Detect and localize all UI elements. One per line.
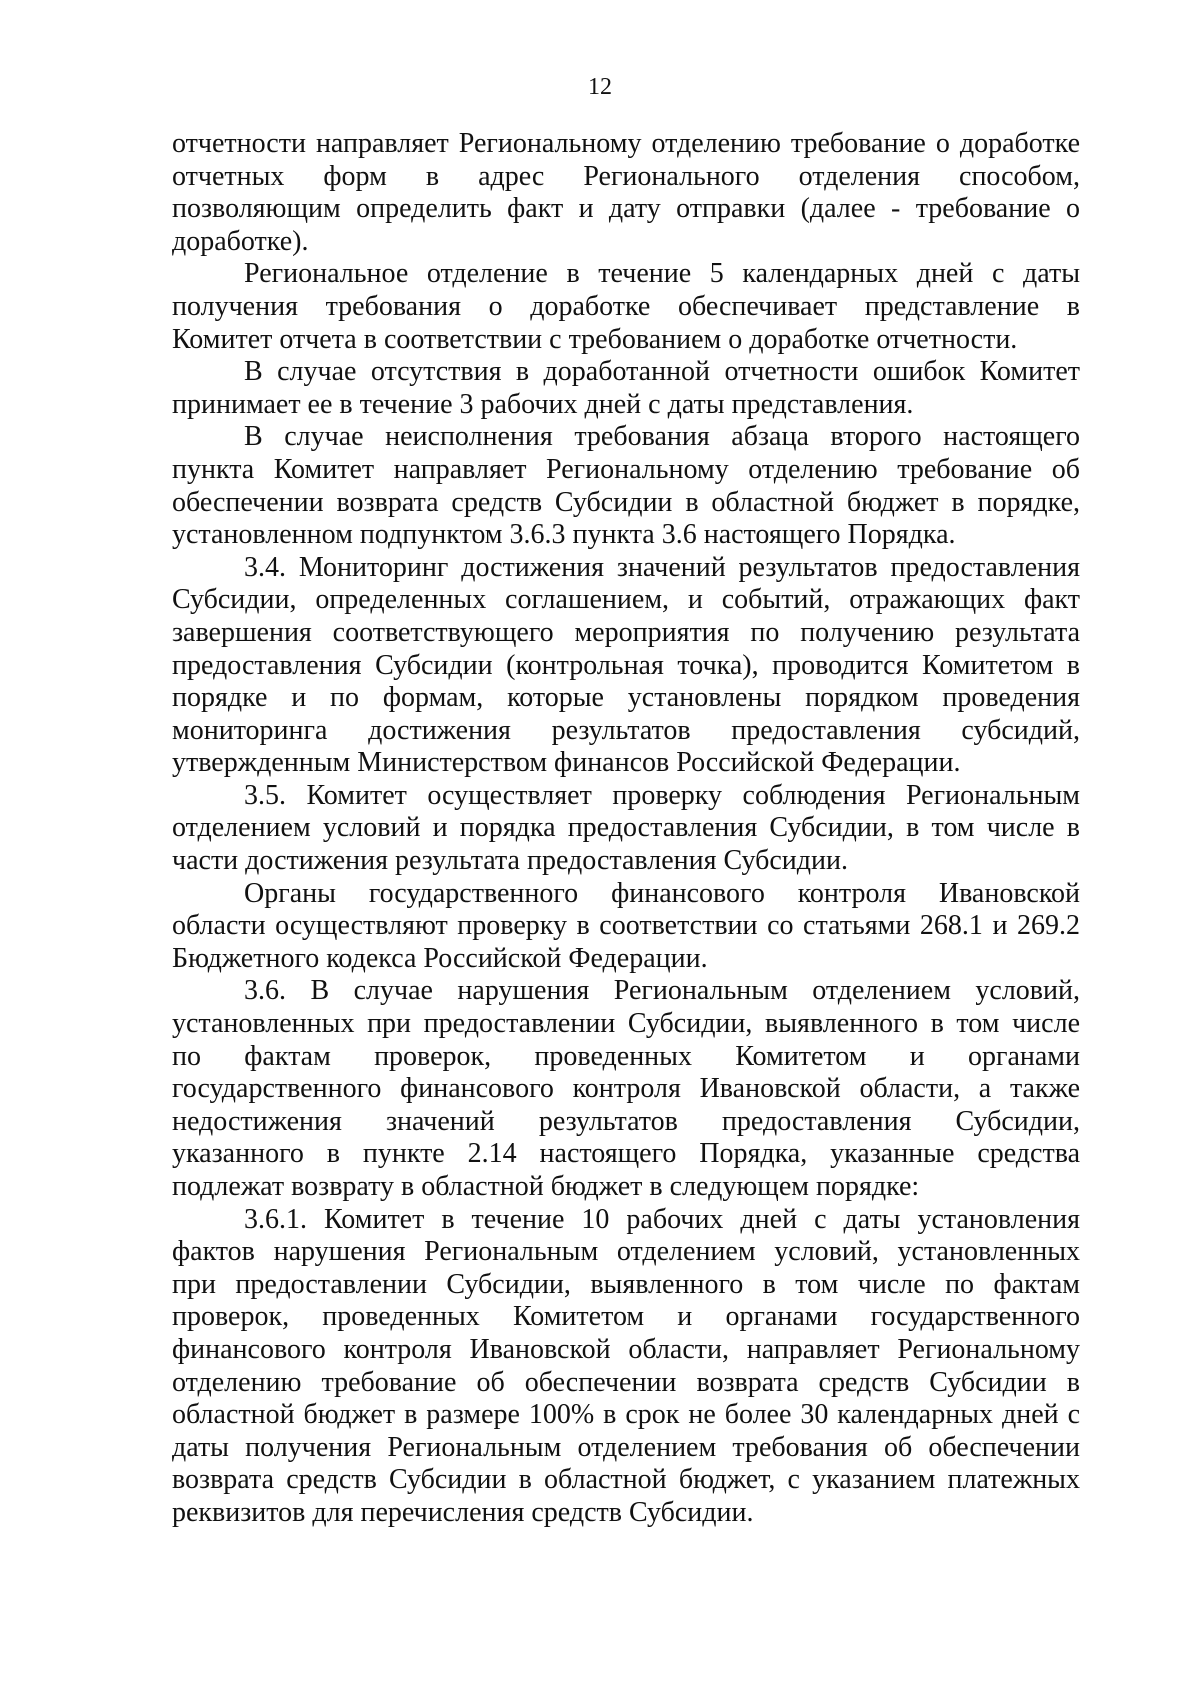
text-line: отчетности направляет Региональному отделению требование о доработке xyxy=(172,128,1080,159)
paragraph xyxy=(172,878,1080,976)
text-line: порядке и по формам, которые установлены порядком проведения xyxy=(172,682,1080,714)
text-line: позволяющим определить факт и дату отправки (далее - требование о xyxy=(172,193,1080,225)
paragraph xyxy=(172,128,1080,258)
text-line: финансового контроля Ивановской области, направляет Региональному xyxy=(172,1333,1080,1365)
text-line: Субсидии, определенных соглашением, и событий, отражающих факт xyxy=(172,584,1080,616)
text-line: фактов нарушения Региональным отделением условий, установленных xyxy=(172,1236,1080,1268)
text-line: подлежат возврату в областной бюджет в следующем порядке: xyxy=(172,1171,920,1202)
text-line: областной бюджет в размере 100% в срок не более 30 календарных дней с xyxy=(172,1399,1080,1431)
text-line: 3.4. Мониторинг достижения значений результатов предоставления xyxy=(244,551,1080,583)
text-line: мониторинга достижения результатов предоставления субсидий, xyxy=(172,714,1080,746)
text-line: утвержденным Министерством финансов Российской Федерации. xyxy=(172,747,961,779)
text-line: В случае неисполнения требования абзаца второго настоящего xyxy=(244,421,1080,453)
paragraph xyxy=(172,421,1080,551)
text-line: В случае отсутствия в доработанной отчетности ошибок Комитет xyxy=(244,356,1080,388)
text-line: 3.5. Комитет осуществляет проверку соблюдения Региональным xyxy=(244,779,1080,811)
text-line: Бюджетного кодекса Российской Федерации. xyxy=(172,942,708,974)
text-line: возврата средств Субсидии в областной бюджет, с указанием платежных xyxy=(172,1464,1080,1496)
text-line: при предоставлении Субсидии, выявленного в том числе по фактам xyxy=(172,1268,1080,1300)
text-line: недостижения значений результатов предоставления Субсидии, xyxy=(172,1105,1080,1137)
text-line: отделению требование об обеспечении возврата средств Субсидии в xyxy=(172,1366,1080,1398)
text-line: обеспечении возврата средств Субсидии в областной бюджет в порядке, xyxy=(172,486,1080,518)
paragraph xyxy=(172,552,1080,780)
text-line: части достижения результата предоставления Субсидии. xyxy=(172,845,848,877)
text-line: Органы государственного финансового контроля Ивановской xyxy=(244,877,1080,909)
text-line: установленном подпунктом 3.6.3 пункта 3.6 настоящего Порядка. xyxy=(172,519,956,551)
text-line: отчетных форм в адрес Регионального отделения способом, xyxy=(172,160,1080,192)
text-line: области осуществляют проверку в соответствии со статьями 268.1 и 269.2 xyxy=(172,910,1080,942)
document-body xyxy=(172,128,1080,1530)
text-line: Региональное отделение в течение 5 календарных дней с даты xyxy=(244,258,1080,290)
text-line: предоставления Субсидии (контрольная точка), проводится Комитетом в xyxy=(172,649,1080,681)
text-line: принимает ее в течение 3 рабочих дней с даты представления. xyxy=(172,388,914,420)
text-line: пункта Комитет направляет Региональному отделению требование об xyxy=(172,453,1080,485)
text-line: завершения соответствующего мероприятия по получению результата xyxy=(172,616,1080,648)
text-line: получения требования о доработке обеспечивает представление в xyxy=(172,290,1080,322)
paragraph xyxy=(172,1204,1080,1530)
text-line: 3.6.1. Комитет в течение 10 рабочих дней с даты установления xyxy=(244,1203,1080,1235)
text-line: указанного в пункте 2.14 настоящего Порядка, указанные средства xyxy=(172,1138,1080,1170)
text-line: даты получения Региональным отделением требования об обеспечении xyxy=(172,1431,1080,1463)
text-line: реквизитов для перечисления средств Субсидии. xyxy=(172,1496,754,1528)
paragraph xyxy=(172,780,1080,878)
text-line: 3.6. В случае нарушения Региональным отделением условий, xyxy=(244,975,1080,1007)
text-line: проверок, проведенных Комитетом и органами государственного xyxy=(172,1301,1080,1333)
text-line: доработке). xyxy=(172,225,309,257)
text-line: установленных при предоставлении Субсидии, выявленного в том числе xyxy=(172,1008,1080,1040)
text-line: по фактам проверок, проведенных Комитетом и органами xyxy=(172,1040,1080,1072)
text-line: Комитет отчета в соответствии с требованием о доработке отчетности. xyxy=(172,323,1018,355)
paragraph xyxy=(172,258,1080,356)
paragraph xyxy=(172,356,1080,421)
text-line: отделением условий и порядка предоставления Субсидии, в том числе в xyxy=(172,812,1080,844)
paragraph xyxy=(172,975,1080,1203)
page-number: 12 xyxy=(588,74,612,100)
text-line: государственного финансового контроля Ивановской области, а также xyxy=(172,1073,1080,1105)
